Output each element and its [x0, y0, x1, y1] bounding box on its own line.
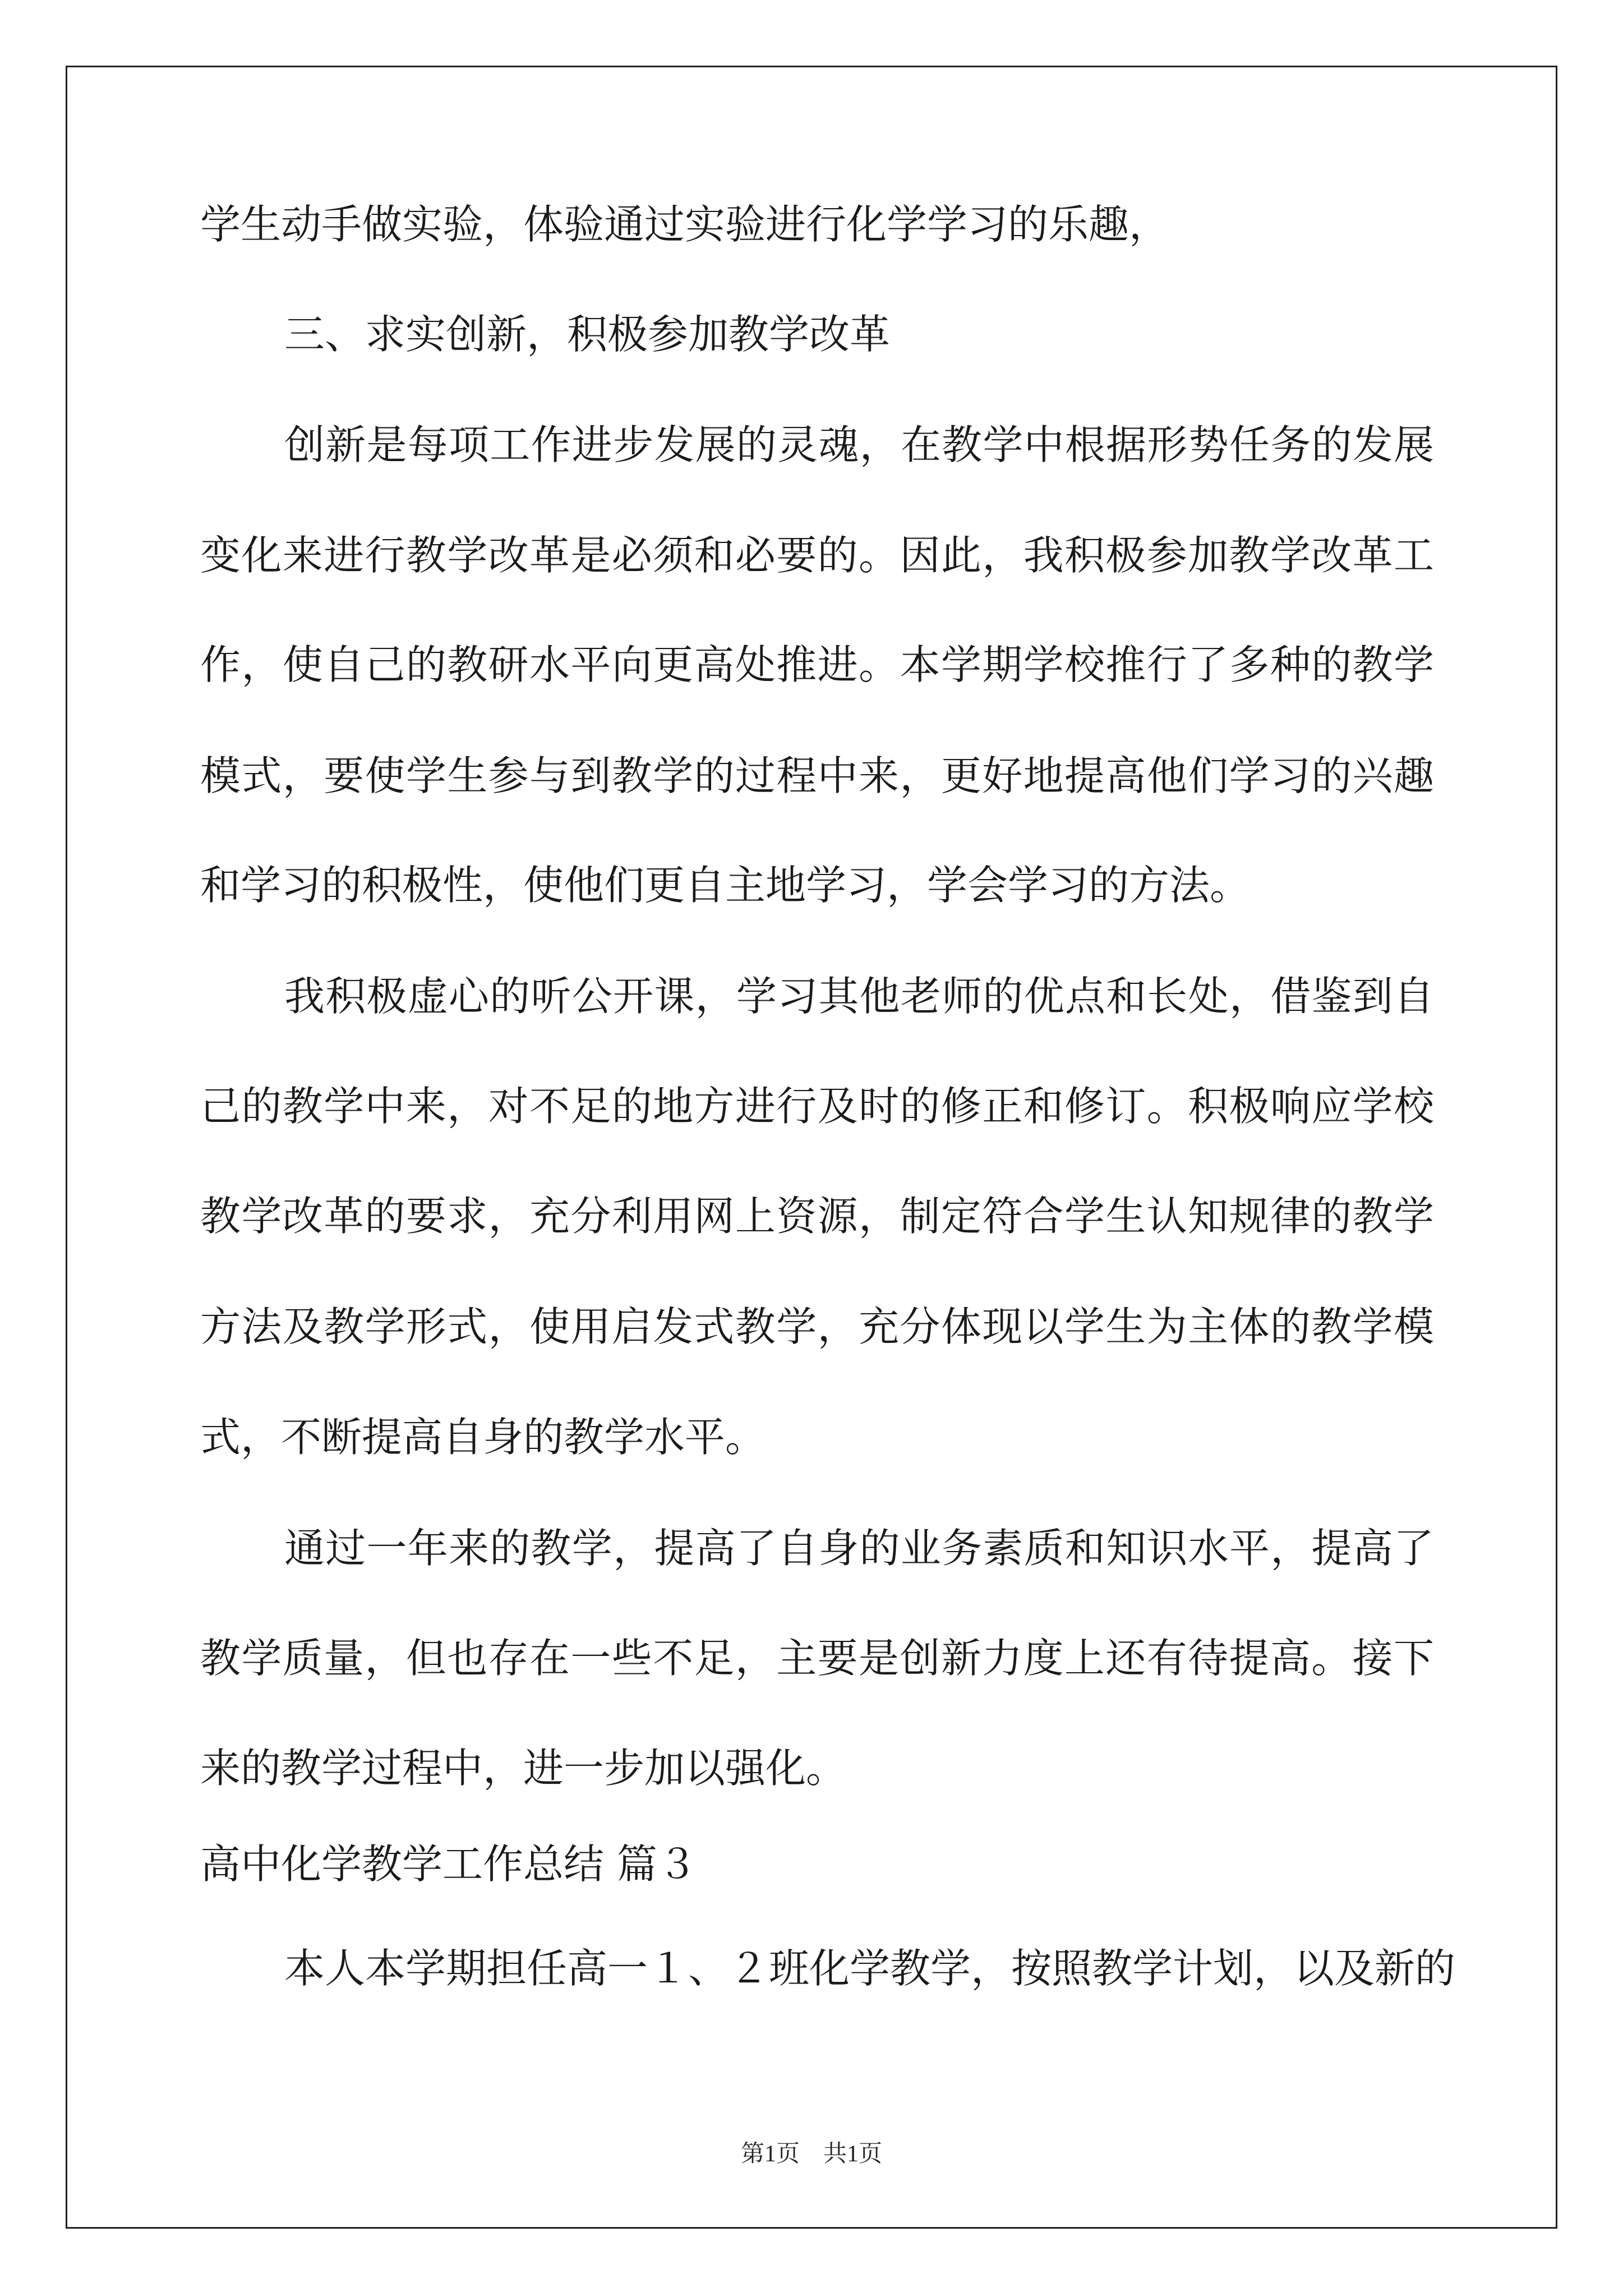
text-line: 教学质量，但也存在一些不足，主要是创新力度上还有待提高。接下 — [200, 1635, 1434, 1682]
text-line: 模式，要使学生参与到教学的过程中来，更好地提高他们学习的兴趣 — [200, 752, 1434, 799]
text-line: 通过一年来的教学，提高了自身的业务素质和知识水平，提高了 — [284, 1525, 1434, 1572]
text-line: 和学习的积极性，使他们更自主地学习，学会学习的方法。 — [200, 862, 1251, 909]
article-title: 高中化学教学工作总结 篇３ — [200, 1841, 698, 1888]
text-line: 我积极虚心的听公开课，学习其他老师的优点和长处，借鉴到自 — [284, 973, 1434, 1020]
text-line: 创新是每项工作进步发展的灵魂，在教学中根据形势任务的发展 — [284, 421, 1434, 468]
page-footer: 第1页 共1页 — [740, 2141, 882, 2167]
text-line: 本人本学期担任高一１、２班化学教学，按照教学计划，以及新的 — [284, 1945, 1456, 1992]
text-line: 学生动手做实验，体验通过实验进行化学学习的乐趣， — [200, 201, 1170, 248]
text-line: 己的教学中来，对不足的地方进行及时的修正和修订。积极响应学校 — [200, 1083, 1434, 1130]
section-heading: 三、求实创新，积极参加教学改革 — [284, 311, 891, 358]
text-line: 式，不断提高自身的教学水平。 — [200, 1414, 766, 1461]
text-line: 教学改革的要求，充分利用网上资源，制定符合学生认知规律的教学 — [200, 1193, 1434, 1240]
page-border — [66, 66, 1557, 2229]
text-line: 来的教学过程中，进一步加以强化。 — [200, 1745, 847, 1792]
text-line: 变化来进行教学改革是必须和必要的。因此，我积极参加教学改革工 — [200, 532, 1434, 579]
text-line: 作，使自己的教研水平向更高处推进。本学期学校推行了多种的教学 — [200, 641, 1434, 688]
text-line: 方法及教学形式，使用启发式教学，充分体现以学生为主体的教学模 — [200, 1303, 1434, 1350]
